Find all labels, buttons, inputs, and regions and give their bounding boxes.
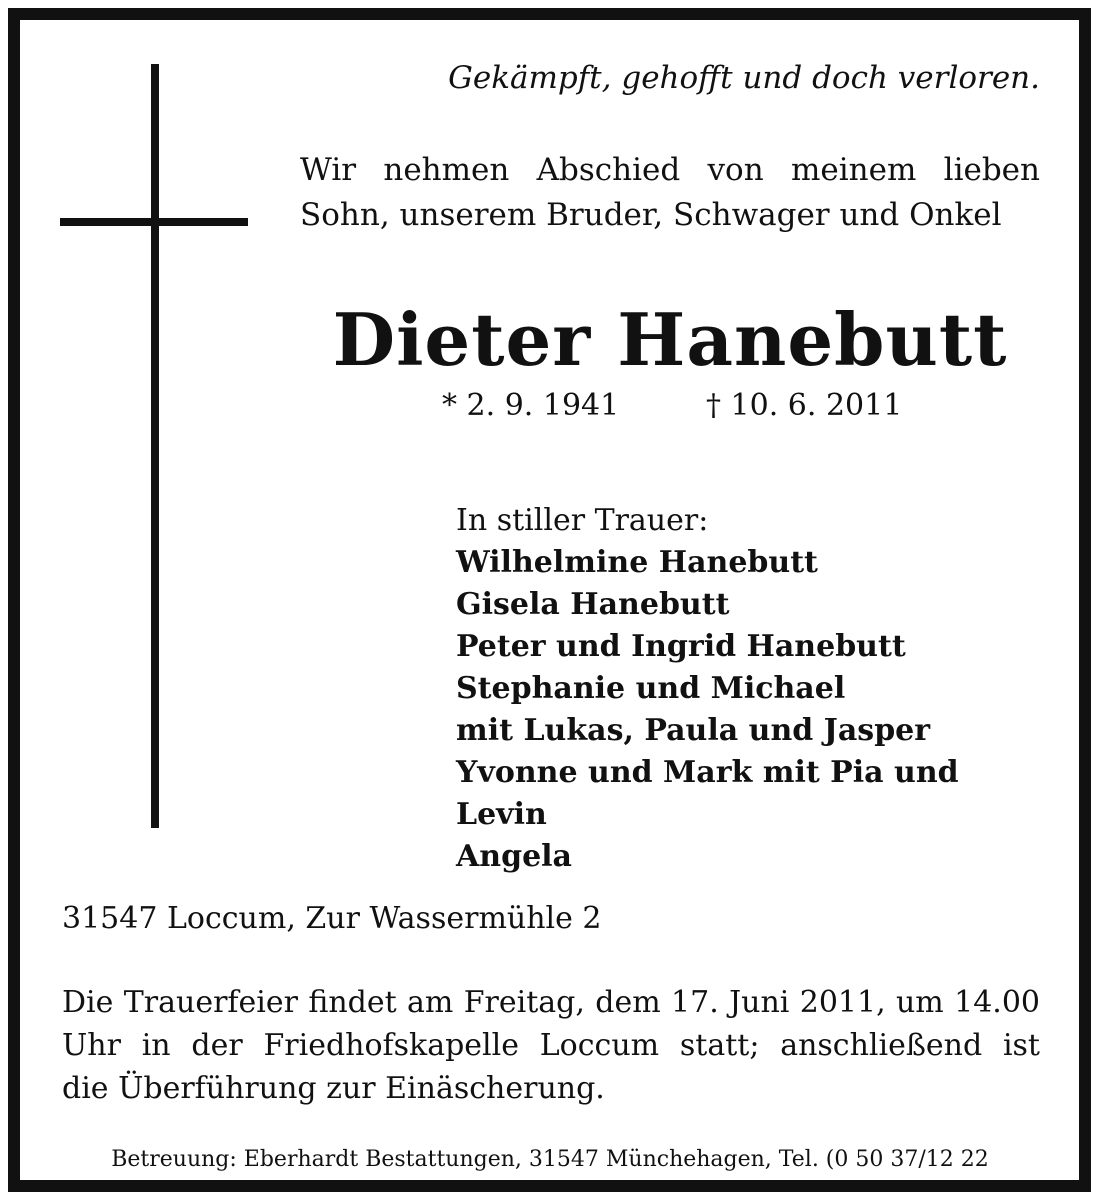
farewell-intro bbox=[300, 148, 1040, 238]
funeral-ceremony-notice bbox=[62, 981, 1040, 1110]
mourner-name: Peter und Ingrid Hanebutt bbox=[456, 629, 906, 664]
mourners-heading: In stiller Trauer: bbox=[456, 503, 709, 538]
ceremony-line-3: die Überführung zur Einäscherung. bbox=[62, 1071, 605, 1106]
mourner-name: Wilhelmine Hanebutt bbox=[456, 545, 818, 580]
ceremony-line-1: Die Trauerfeier findet am Freitag, dem 17. Juni 2011, um 14.00 bbox=[62, 985, 1040, 1020]
birth-date: * 2. 9. 1941 bbox=[442, 388, 620, 423]
ceremony-line-2: Uhr in der Friedhofskapelle Loccum statt; anschließend ist bbox=[62, 1028, 1040, 1063]
cross-horizontal-beam bbox=[60, 218, 248, 226]
deceased-name: Dieter Hanebutt bbox=[332, 297, 1008, 382]
mourner-name: Yvonne und Mark mit Pia und Levin bbox=[456, 755, 959, 832]
mourners-list bbox=[456, 500, 1056, 878]
farewell-intro-line-1: Wir nehmen Abschied von meinem lieben bbox=[300, 152, 1040, 188]
farewell-intro-line-2: Sohn, unserem Bruder, Schwager und Onkel bbox=[300, 197, 1002, 233]
funeral-home-footer: Betreuung: Eberhardt Bestattungen, 31547 Münchehagen, Tel. (0 50 37/12 22 bbox=[111, 1147, 989, 1172]
family-address: 31547 Loccum, Zur Wassermühle 2 bbox=[62, 901, 602, 936]
cross-vertical-beam bbox=[151, 64, 159, 828]
mourner-name: Angela bbox=[456, 839, 572, 874]
motto-text: Gekämpft, gehofft und doch verloren. bbox=[448, 60, 1040, 96]
mourner-name: mit Lukas, Paula und Jasper bbox=[456, 713, 931, 748]
mourner-name: Stephanie und Michael bbox=[456, 671, 846, 706]
mourner-name: Gisela Hanebutt bbox=[456, 587, 730, 622]
death-date: † 10. 6. 2011 bbox=[706, 388, 903, 423]
